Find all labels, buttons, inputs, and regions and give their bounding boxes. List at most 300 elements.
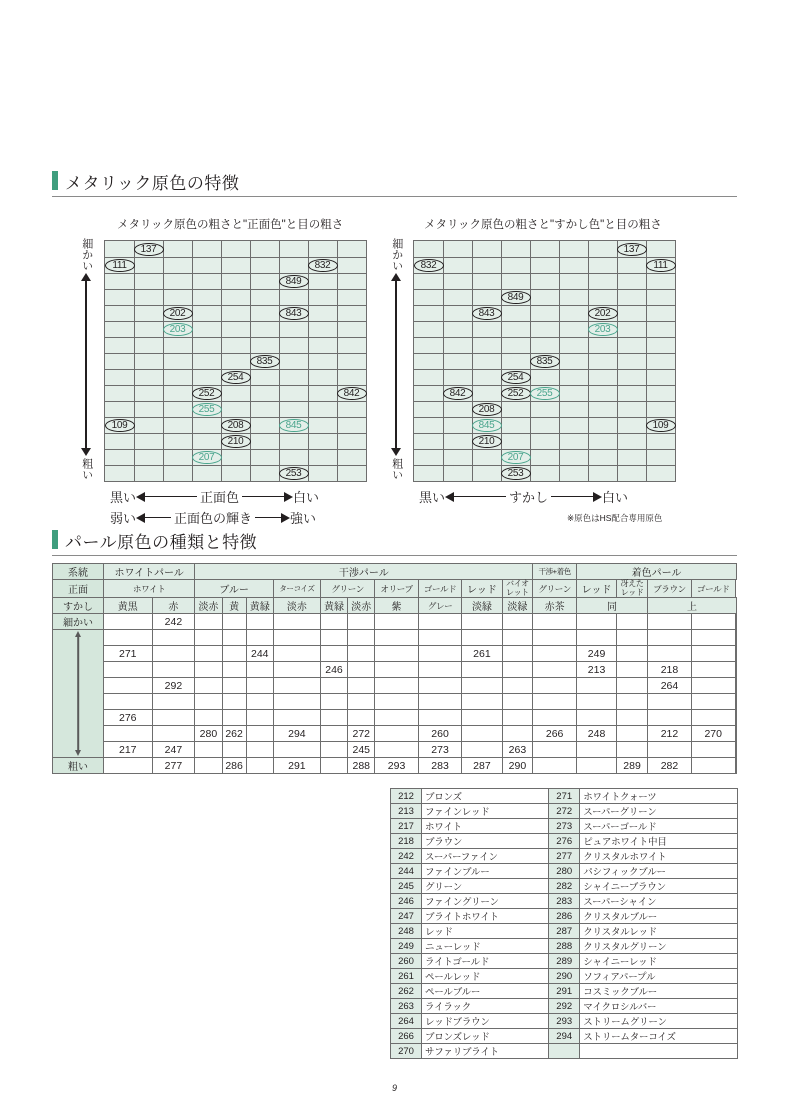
table-empty-cell [502,646,533,662]
section-rule-pearl [52,555,737,556]
arrow-left-icon [136,492,145,502]
legend-name: ピュアホワイト中目 [580,834,738,849]
table-color-code: 283 [418,758,462,774]
table-empty-cell [648,630,692,646]
table-empty-cell [735,678,736,694]
legend-name: クリスタルホワイト [580,849,738,864]
table-empty-cell [273,614,320,630]
legend-code: 271 [549,789,580,804]
section-heading-metallic [52,171,239,192]
arrow-shaft [77,636,79,751]
table-empty-cell [735,726,736,742]
legend-code: 262 [391,984,422,999]
legend-code: 242 [391,849,422,864]
table-empty-cell [617,630,648,646]
table-color-code: 212 [648,726,692,742]
chart-point-chip: 255 [530,387,560,400]
table-empty-cell [375,678,418,694]
table-header-keitou: 系統 [53,564,104,580]
table-row [53,742,737,758]
arrow-right-icon [284,492,293,502]
x-axis-center-label: すかし [509,490,549,505]
grid-line-horizontal [105,289,366,290]
table-empty-cell [246,742,273,758]
legend-name: ペールブルー [422,984,549,999]
table-empty-cell [576,678,616,694]
chart-point-chip: 835 [250,355,280,368]
legend-code: 283 [549,894,580,909]
table-header-sukashi: すかし [53,598,104,614]
table-empty-cell [152,726,195,742]
table-front-header: ターコイズ [273,580,320,598]
chart-point-chip: 849 [279,275,309,288]
table-empty-cell [222,646,246,662]
grid-line-horizontal [414,289,675,290]
table-empty-cell [320,678,347,694]
grid-line-horizontal [105,385,366,386]
table-empty-cell [375,694,418,710]
table-group-header: 干渉パール [195,564,533,580]
table-front-header: バイオ レット [502,580,533,598]
legend-code: 260 [391,954,422,969]
grid-line-horizontal [105,369,366,370]
table-empty-cell [375,646,418,662]
table-empty-cell [648,646,692,662]
table-empty-cell [576,614,616,630]
list-item [391,969,738,984]
table-row [53,710,737,726]
table-empty-cell [691,630,735,646]
legend-name: ライラック [422,999,549,1014]
table-empty-cell [418,710,462,726]
legend-code: 287 [549,924,580,939]
table-empty-cell [617,646,648,662]
chart-point-chip: 208 [221,419,251,432]
legend-name: ブロンズレッド [422,1029,549,1044]
grid-line-horizontal [414,273,675,274]
x-axis-right-label: 白い [602,490,629,505]
table-row-label-fine: 細かい [53,614,104,630]
table-empty-cell [375,630,418,646]
chart-point-chip: 832 [414,259,444,272]
legend-name: コスミックブルー [580,984,738,999]
legend-code: 270 [391,1044,422,1059]
table-empty-cell [273,662,320,678]
table-empty-cell [320,614,347,630]
chart-front-title: メタリック原色の粗さと"正面色"と目の粗さ [117,219,344,231]
table-empty-cell [648,742,692,758]
list-item [391,849,738,864]
legend-name: ファインブルー [422,864,549,879]
table-empty-cell [617,694,648,710]
legend-code: 245 [391,879,422,894]
legend-code: 290 [549,969,580,984]
chart-point-chip: 208 [472,403,502,416]
legend-code: 266 [391,1029,422,1044]
table-color-code: 276 [104,710,153,726]
table-color-code: 260 [418,726,462,742]
list-item [391,879,738,894]
chart-point-chip: 210 [472,435,502,448]
table-fineness-arrow [53,630,104,758]
table-front-header: レッド [576,580,616,598]
chart-point-chip: 203 [163,323,193,336]
table-empty-cell [735,646,736,662]
table-empty-cell [348,694,375,710]
table-color-code: 290 [502,758,533,774]
legend-name: ファイングリーン [422,894,549,909]
list-item [391,1044,738,1059]
table-sukashi-header: 黄黒 [104,598,153,614]
arrow-left-icon [445,492,454,502]
legend-name: ブラウン [422,834,549,849]
table-empty-cell [375,726,418,742]
legend-name: グリーン [422,879,549,894]
table-empty-cell [195,678,222,694]
table-empty-cell [273,646,320,662]
table-empty-cell [273,710,320,726]
table-empty-cell [533,710,577,726]
table-empty-cell [195,742,222,758]
grid-line-horizontal [414,353,675,354]
table-color-code: 242 [152,614,195,630]
table-empty-cell [273,742,320,758]
table-empty-cell [246,662,273,678]
table-empty-cell [273,678,320,694]
list-item [391,1014,738,1029]
legend-code: 248 [391,924,422,939]
grid-line-horizontal [414,337,675,338]
table-empty-cell [691,662,735,678]
list-item [391,954,738,969]
grid-line-vertical [501,241,502,481]
table-empty-cell [462,710,502,726]
legend-name: ブライトホワイト [422,909,549,924]
legend-code: 293 [549,1014,580,1029]
list-item [391,864,738,879]
list-item [391,984,738,999]
legend-code: 247 [391,909,422,924]
legend-code: 291 [549,984,580,999]
chart-point-chip: 253 [279,467,309,480]
table-front-header: ブルー [195,580,274,598]
table-color-code: 280 [195,726,222,742]
grid-line-horizontal [105,337,366,338]
table-color-code: 270 [691,726,735,742]
table-empty-cell [246,694,273,710]
grid-line-horizontal [105,273,366,274]
list-item [391,939,738,954]
legend-code: 292 [549,999,580,1014]
table-color-code: 291 [273,758,320,774]
legend-code: 244 [391,864,422,879]
table-sukashi-header: 淡緑 [462,598,502,614]
table-empty-cell [195,614,222,630]
table-empty-cell [648,710,692,726]
table-empty-cell [348,710,375,726]
table-empty-cell [222,630,246,646]
table-empty-cell [348,630,375,646]
table-sukashi-header: グレー [418,598,462,614]
table-empty-cell [195,630,222,646]
chart-point-chip: 207 [192,451,222,464]
table-color-code: 213 [576,662,616,678]
chart-point-chip: 842 [443,387,473,400]
axis-line [395,280,397,449]
table-empty-cell [320,758,347,774]
grid-line-horizontal [414,385,675,386]
table-sukashi-header: 同 [576,598,647,614]
table-empty-cell [617,614,648,630]
legend-code: 218 [391,834,422,849]
table-sukashi-header: 赤茶 [533,598,577,614]
section-title-metallic: メタリック原色の特徴 [65,174,240,193]
arrow-down-icon [75,750,81,756]
chart-transmit-title: メタリック原色の粗さと"すかし色"と目の粗さ [424,219,662,231]
table-front-header: ブラウン [648,580,692,598]
table-empty-cell [375,614,418,630]
legend-code: 289 [549,954,580,969]
table-empty-cell [533,614,577,630]
table-empty-cell [104,678,153,694]
table-color-code: 287 [462,758,502,774]
grid-line-horizontal [414,305,675,306]
table-empty-cell [502,678,533,694]
chart-point-chip: 835 [530,355,560,368]
table-sukashi-header: 淡緑 [502,598,533,614]
table-row [53,630,737,646]
legend-name: スーパーシャイン [580,894,738,909]
grid-line-vertical [192,241,193,481]
grid-line-horizontal [414,257,675,258]
legend-name: スーパーファイン [422,849,549,864]
chart-transmit-y-top-label: 細かい [390,238,403,271]
table-row [53,564,737,580]
chart-point-chip: 849 [501,291,531,304]
table-empty-cell [348,662,375,678]
chart-point-chip: 203 [588,323,618,336]
table-empty-cell [104,630,153,646]
chart-front-x-axis-primary [110,487,319,506]
table-empty-cell [375,710,418,726]
table-empty-cell [691,678,735,694]
chart-point-chip: 843 [472,307,502,320]
table-header-shoumen: 正面 [53,580,104,598]
table-empty-cell [691,694,735,710]
table-empty-cell [462,662,502,678]
table-row [53,646,737,662]
table-empty-cell [195,758,222,774]
legend-code: 272 [549,804,580,819]
table-empty-cell [576,758,616,774]
chart-point-chip: 842 [337,387,367,400]
table-color-code: 249 [576,646,616,662]
legend-name: ブロンズ [422,789,549,804]
legend-code: 249 [391,939,422,954]
chart-point-chip: 255 [192,403,222,416]
table-front-header: グリーン [320,580,375,598]
table-empty-cell [735,710,736,726]
chart-transmit-footnote: ※原色はHS配合専用原色 [567,513,663,523]
table-sukashi-header: 淡赤 [273,598,320,614]
table-row [53,758,737,774]
legend-name: パシフィックブルー [580,864,738,879]
table-sukashi-header: 黄緑 [320,598,347,614]
chart-point-chip: 202 [588,307,618,320]
table-color-code: 262 [222,726,246,742]
arrow-right-icon [281,513,290,523]
grid-line-vertical [588,241,589,481]
table-empty-cell [502,694,533,710]
legend-name: ファインレッド [422,804,549,819]
table-row [53,580,737,598]
table-color-code: 288 [348,758,375,774]
grid-line-vertical [646,241,647,481]
table-color-code: 282 [648,758,692,774]
grid-line-horizontal [105,305,366,306]
table-empty-cell [152,694,195,710]
table-empty-cell [502,726,533,742]
table-empty-cell [195,694,222,710]
pearl-color-table [52,563,737,774]
grid-line-horizontal [105,449,366,450]
table-empty-cell [418,614,462,630]
chart-point-chip: 210 [221,435,251,448]
x-axis2-left-label: 弱い [110,511,137,526]
chart-point-chip: 253 [501,467,531,480]
table-row [53,726,737,742]
chart-point-chip: 843 [279,307,309,320]
table-empty-cell [195,662,222,678]
table-color-code: 245 [348,742,375,758]
table-row [53,678,737,694]
legend-name: ストリームグリーン [580,1014,738,1029]
table-empty-cell [735,630,736,646]
table-empty-cell [533,694,577,710]
table-front-header: 冴えた レッド [617,580,648,598]
legend-code: 246 [391,894,422,909]
table-color-code: 286 [222,758,246,774]
table-row-label-coarse: 粗い [53,758,104,774]
table-empty-cell [104,662,153,678]
table-empty-cell [735,662,736,678]
table-empty-cell [533,758,577,774]
legend-name: クリスタルグリーン [580,939,738,954]
table-empty-cell [502,662,533,678]
table-color-code: 263 [502,742,533,758]
legend-name: ニューレッド [422,939,549,954]
table-row [53,694,737,710]
table-sukashi-header: 赤 [152,598,195,614]
table-empty-cell [222,710,246,726]
table-empty-cell [617,662,648,678]
table-empty-cell [462,614,502,630]
table-empty-cell [222,742,246,758]
table-color-code: 273 [418,742,462,758]
legend-code: 286 [549,909,580,924]
table-empty-cell [418,630,462,646]
table-empty-cell [195,710,222,726]
legend-code: 277 [549,849,580,864]
table-empty-cell [691,758,735,774]
table-empty-cell [691,614,735,630]
table-empty-cell [375,662,418,678]
chart-point-chip: 109 [646,419,676,432]
table-front-header: ホワイト [104,580,195,598]
table-empty-cell [533,742,577,758]
legend-name: シャイニーレッド [580,954,738,969]
table-empty-cell [735,742,736,758]
table-empty-cell [222,662,246,678]
table-empty-cell [462,678,502,694]
table-empty-cell [462,726,502,742]
grid-line-horizontal [105,433,366,434]
table-empty-cell [576,630,616,646]
grid-line-horizontal [414,449,675,450]
legend-name: ライトゴールド [422,954,549,969]
table-front-header: オリーブ [375,580,418,598]
legend-name [580,1044,738,1059]
legend-name: スーパーゴールド [580,819,738,834]
table-sukashi-header: 紫 [375,598,418,614]
table-empty-cell [648,614,692,630]
table-empty-cell [273,694,320,710]
list-item [391,1029,738,1044]
axis-line [85,280,87,449]
table-empty-cell [320,726,347,742]
table-empty-cell [533,662,577,678]
table-empty-cell [348,678,375,694]
chart-point-chip: 111 [646,259,676,272]
section-title-pearl: パール原色の種類と特徴 [65,533,258,552]
table-empty-cell [648,694,692,710]
table-color-code: 292 [152,678,195,694]
table-sukashi-header: 淡赤 [195,598,222,614]
x-axis-left-label: 黒い [110,490,137,505]
table-empty-cell [320,694,347,710]
color-code-legend-table [390,788,738,1059]
section-accent-bar [52,171,58,190]
grid-line-horizontal [414,465,675,466]
x-axis-left-label: 黒い [419,490,446,505]
legend-name: レッドブラウン [422,1014,549,1029]
table-sukashi-header: 淡赤 [348,598,375,614]
legend-name: クリスタルレッド [580,924,738,939]
legend-name: ペールレッド [422,969,549,984]
table-front-header: ゴールド [418,580,462,598]
chart-point-chip: 207 [501,451,531,464]
grid-line-vertical [134,241,135,481]
grid-line-horizontal [105,321,366,322]
legend-name: レッド [422,924,549,939]
grid-line-horizontal [105,465,366,466]
table-color-code: 293 [375,758,418,774]
table-empty-cell [576,742,616,758]
x-axis-center-label: 正面色 [200,490,240,505]
grid-line-horizontal [105,257,366,258]
legend-code: 261 [391,969,422,984]
table-empty-cell [246,678,273,694]
table-empty-cell [576,694,616,710]
legend-code: 294 [549,1029,580,1044]
grid-line-vertical [163,241,164,481]
table-empty-cell [502,614,533,630]
list-item [391,789,738,804]
table-row [53,662,737,678]
table-empty-cell [617,726,648,742]
legend-code [549,1044,580,1059]
table-empty-cell [195,646,222,662]
